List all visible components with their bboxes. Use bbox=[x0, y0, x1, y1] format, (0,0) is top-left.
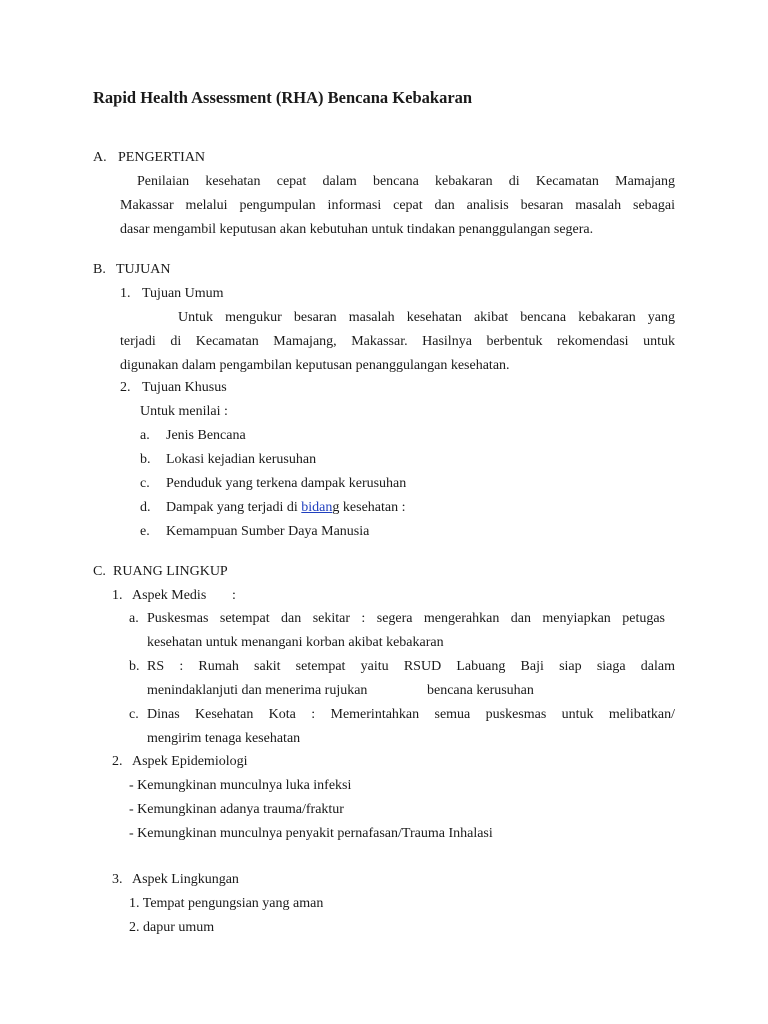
b2-list-item-a: Jenis Bencana bbox=[166, 428, 246, 443]
b1-label: Tujuan Umum bbox=[142, 286, 224, 301]
c1-number: 1. bbox=[112, 588, 123, 603]
c1-list-item-a-line1: Puskesmas setempat dan sekitar : segera mengerahkan dan menyiapkan petugas bbox=[147, 611, 665, 626]
section-b-heading: TUJUAN bbox=[116, 262, 171, 277]
b2-list-item-c: Penduduk yang terkena dampak kerusuhan bbox=[166, 476, 407, 491]
c1-list-item-b-line1: RS : Rumah sakit setempat yaitu RSUD Labuang Baji siap siaga dalam bbox=[147, 659, 675, 674]
section-a-heading: PENGERTIAN bbox=[118, 150, 206, 165]
b1-para-line1: Untuk mengukur besaran masalah kesehatan akibat bencana kebakaran yang bbox=[178, 310, 675, 325]
b2-label: Tujuan Khusus bbox=[142, 380, 227, 395]
c1-label: Aspek Medis bbox=[132, 588, 207, 603]
b2-list-marker-a: a. bbox=[140, 428, 150, 443]
c3-list-item-2: 2. dapur umum bbox=[129, 920, 215, 935]
section-c-heading: RUANG LINGKUP bbox=[113, 564, 228, 579]
b2-list-item-d bbox=[166, 496, 406, 520]
c1-list-item-b-line2b: bencana kerusuhan bbox=[427, 683, 534, 698]
c1-list-item-a-line2: kesehatan untuk menangani korban akibat kebakaran bbox=[147, 635, 444, 650]
c1-list-item-c-line1: Dinas Kesehatan Kota : Memerintahkan semua puskesmas untuk melibatkan/ bbox=[147, 707, 675, 722]
bidan-link[interactable]: bidan bbox=[301, 500, 333, 515]
b2-list-marker-b: b. bbox=[140, 452, 151, 467]
c1-list-marker-b: b. bbox=[129, 659, 140, 674]
section-c-marker: C. bbox=[93, 564, 106, 579]
c2-number: 2. bbox=[112, 754, 123, 769]
b2-list-marker-d: d. bbox=[140, 500, 151, 515]
c1-list-item-c-line2: mengirim tenaga kesehatan bbox=[147, 731, 301, 746]
section-b-marker: B. bbox=[93, 262, 106, 277]
c1-colon: : bbox=[232, 588, 236, 603]
b2-list-item-e: Kemampuan Sumber Daya Manusia bbox=[166, 524, 370, 539]
c3-list-item-1: 1. Tempat pengungsian yang aman bbox=[129, 896, 324, 911]
c3-number: 3. bbox=[112, 872, 123, 887]
c3-label: Aspek Lingkungan bbox=[132, 872, 239, 887]
b2-intro: Untuk menilai : bbox=[140, 404, 228, 419]
section-a-marker: A. bbox=[93, 150, 107, 165]
document-title: Rapid Health Assessment (RHA) Bencana Kebakaran bbox=[93, 88, 473, 107]
b2-list-item-b: Lokasi kejadian kerusuhan bbox=[166, 452, 317, 467]
c1-list-marker-c: c. bbox=[129, 707, 139, 722]
section-a-para-line3: dasar mengambil keputusan akan kebutuhan untuk tindakan penanggulangan segera. bbox=[120, 222, 594, 237]
b2-list-marker-c: c. bbox=[140, 476, 150, 491]
c2-label: Aspek Epidemiologi bbox=[132, 754, 248, 769]
c2-list-item-1: - Kemungkinan munculnya luka infeksi bbox=[129, 778, 352, 793]
b2-list-item-d-post: g kesehatan : bbox=[332, 500, 406, 515]
c1-list-item-b-line2a: menindaklanjuti dan menerima rujukan bbox=[147, 683, 368, 698]
b2-number: 2. bbox=[120, 380, 131, 395]
section-a-para-line2: Makassar melalui pengumpulan informasi cepat dan analisis besaran masalah sebagai bbox=[120, 198, 675, 213]
c2-list-item-2: - Kemungkinan adanya trauma/fraktur bbox=[129, 802, 344, 817]
c1-list-marker-a: a. bbox=[129, 611, 139, 626]
c2-list-item-3: - Kemungkinan munculnya penyakit pernafasan/Trauma Inhalasi bbox=[129, 826, 493, 841]
b2-list-item-d-pre: Dampak yang terjadi di bbox=[166, 500, 302, 515]
b1-para-line2: terjadi di Kecamatan Mamajang, Makassar. Hasilnya berbentuk rekomendasi untuk bbox=[120, 334, 675, 349]
b1-para-line3: digunakan dalam pengambilan keputusan penanggulangan kesehatan. bbox=[120, 358, 510, 373]
b2-list-marker-e: e. bbox=[140, 524, 150, 539]
b1-number: 1. bbox=[120, 286, 131, 301]
section-a-para-line1: Penilaian kesehatan cepat dalam bencana kebakaran di Kecamatan Mamajang bbox=[137, 174, 675, 189]
